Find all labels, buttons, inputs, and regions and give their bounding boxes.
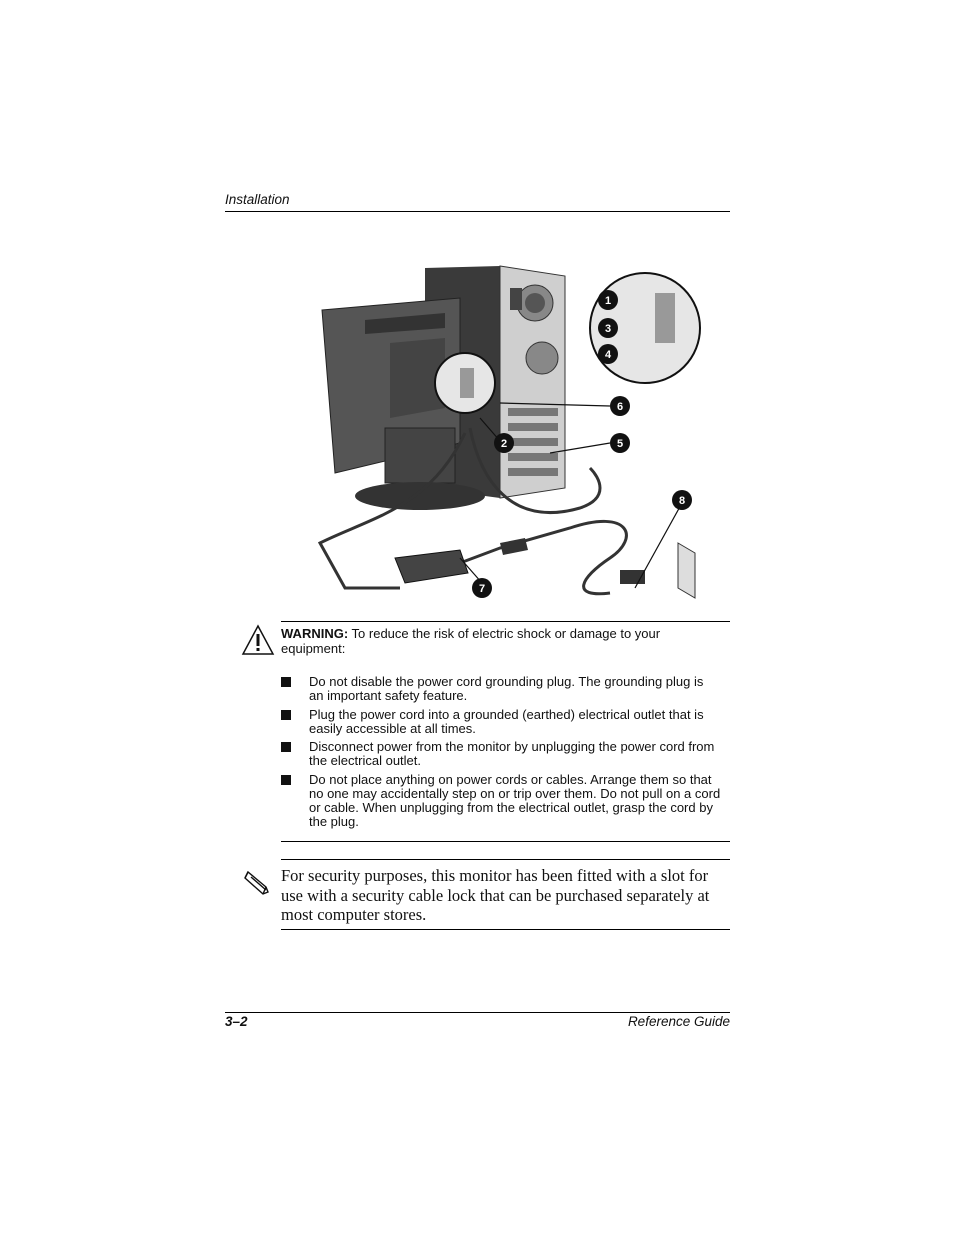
callout-5: 5 [616,438,624,450]
footer-title: Reference Guide [627,1014,730,1029]
bullet-square [281,775,291,785]
header-rule [225,211,730,212]
installation-illustration [310,258,710,608]
callout-2: 2 [500,438,508,450]
footer-rule [225,1012,730,1013]
pencil-note-icon [241,870,271,900]
warning-icon [241,624,275,656]
running-header: Installation [225,192,290,207]
warning-item: Disconnect power from the monitor by unplugging the power cord from the electrical outlet. [281,740,721,768]
warning-top-rule [281,621,730,622]
bullet-square [281,742,291,752]
callout-3: 3 [604,323,612,335]
bullet-square [281,710,291,720]
warning-item: Do not place anything on power cords or cables. Arrange them so that no one may accidentally step on or trip over them. Do not pull on a cord or cable. When unplugging from the electrical outlet, grasp the cord by the plug. [281,773,721,829]
warning-text: To reduce the risk of electric shock or damage to your equipment: [281,626,661,656]
callout-6: 6 [616,401,624,413]
callout-4: 4 [604,349,612,361]
warning-intro [281,627,721,656]
callout-1: 1 [604,295,612,307]
warning-item: Plug the power cord into a grounded (earthed) electrical outlet that is easily accessible at all times. [281,708,721,736]
bullet-square [281,677,291,687]
warning-label: WARNING: [281,626,349,641]
warning-item: Do not disable the power cord grounding plug. The grounding plug is an important safety feature. [281,675,721,703]
note-top-rule [281,859,730,860]
callout-7: 7 [478,583,486,595]
callout-8: 8 [678,495,686,507]
wall-outlet [620,543,695,598]
page-number: 3–2 [225,1014,248,1029]
warning-bottom-rule [281,841,730,842]
note-bottom-rule [281,929,730,930]
note-text: For security purposes, this monitor has been fitted with a slot for use with a security cable lock that can be purchased separately at most computer stores. [281,866,710,924]
